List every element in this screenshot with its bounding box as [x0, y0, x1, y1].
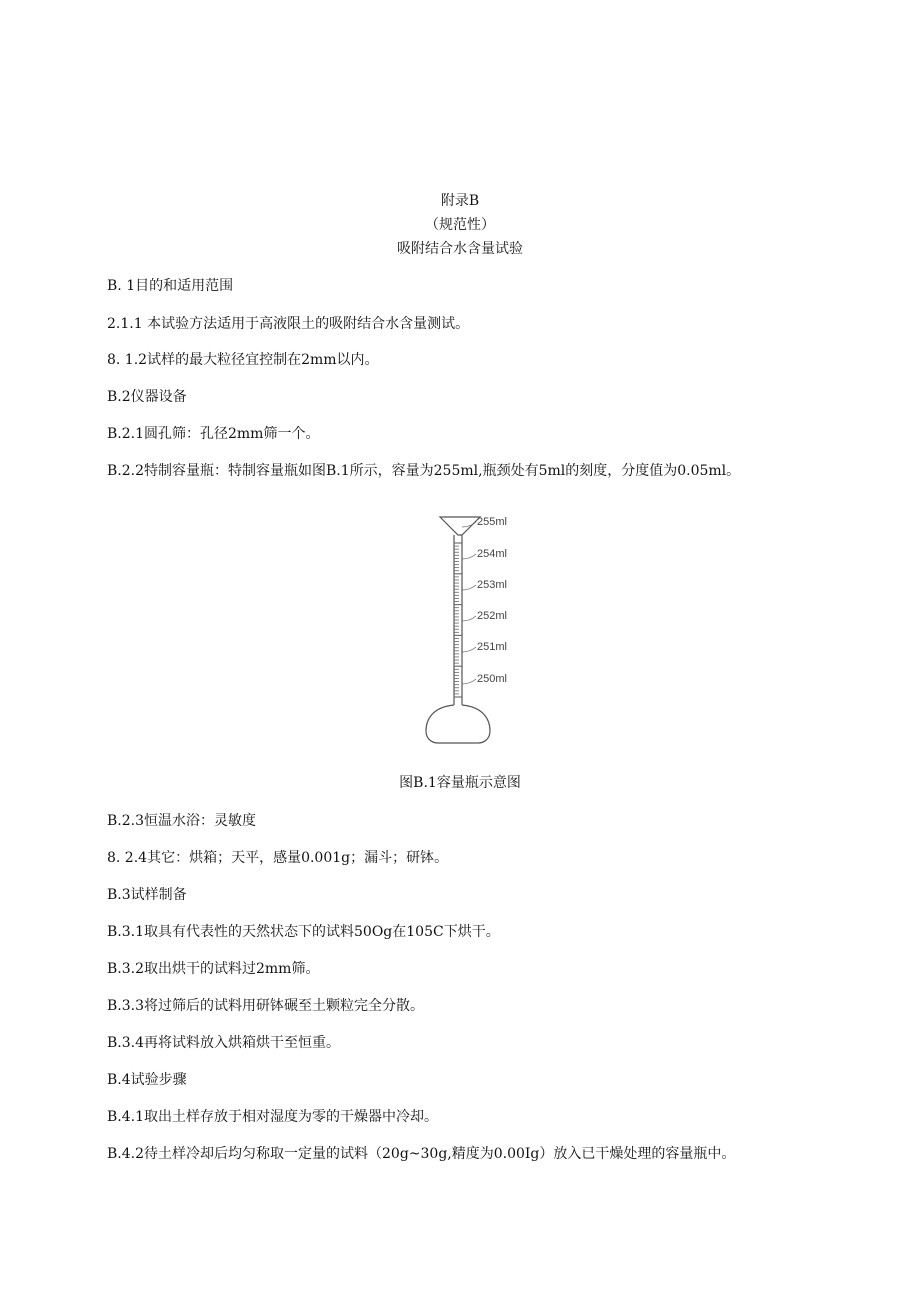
volumetric-flask-diagram	[418, 507, 528, 745]
volume-label: 251ml	[477, 641, 507, 653]
label-leader-line	[462, 679, 476, 684]
section-b1-item1: 2.1.1 本试验方法适用于高液限土的吸附结合水含量测试。	[107, 316, 470, 332]
section-b2-item2: B.2.2特制容量瓶：特制容量瓶如图B.1所示，容量为255ml,瓶颈处有5ml的刻度，分度值为0.05ml。	[107, 463, 741, 479]
section-b2-item1: B.2.1圆孔筛：孔径2mm筛一个。	[107, 426, 320, 442]
volume-label: 254ml	[477, 548, 507, 560]
section-b3-item1: B.3.1取具有代表性的天然状态下的试料50Og在105C下烘干。	[107, 924, 500, 940]
section-b3-heading: B.3试样制备	[107, 887, 187, 903]
volume-label: 252ml	[477, 610, 507, 622]
volumetric-flask-figure	[418, 507, 528, 745]
figure-caption: 图B.1容量瓶示意图	[399, 775, 521, 791]
flask-volume-labels	[462, 516, 507, 685]
flask-funnel	[440, 517, 480, 535]
volume-label: 255ml	[477, 516, 507, 528]
volume-label: 253ml	[477, 579, 507, 591]
volume-label: 250ml	[477, 673, 507, 685]
section-b4-item1: B.4.1取出土样存放于相对湿度为零的干燥器中冷却。	[107, 1109, 439, 1125]
appendix-title: 吸附结合水含量试验	[397, 241, 523, 257]
flask-graduations	[454, 543, 462, 697]
label-leader-line	[462, 647, 476, 652]
section-b3-item2: B.3.2取出烘干的试料过2mm筛。	[107, 961, 320, 977]
flask-bulb	[426, 705, 490, 743]
section-b4-item2: B.4.2待土样冷却后均匀称取一定量的试料（20g~30g,精度为0.00Ig）放入已干燥处理的容量瓶中。	[107, 1146, 736, 1162]
section-b2-item4: 8. 2.4其它：烘箱；天平，感量0.001g；漏斗；研钵。	[107, 850, 449, 866]
label-leader-line	[462, 554, 476, 559]
appendix-label: 附录B	[440, 193, 480, 209]
label-leader-line	[462, 616, 476, 621]
appendix-type: （规范性）	[425, 217, 495, 233]
section-b3-item4: B.3.4再将试料放入烘箱烘干至恒重。	[107, 1035, 341, 1051]
section-b2-item3: B.2.3恒温水浴：灵敏度	[107, 813, 257, 829]
label-leader-line	[462, 585, 476, 590]
section-b1-item2: 8. 1.2试样的最大粒径宜控制在2mm以内。	[107, 352, 379, 368]
section-b3-item3: B.3.3将过筛后的试料用研钵碾至土颗粒完全分散。	[107, 998, 425, 1014]
section-b4-heading: B.4试验步骤	[107, 1072, 187, 1088]
section-b2-heading: B.2仪器设备	[107, 389, 187, 405]
section-b1-heading: B. 1目的和适用范围	[107, 278, 234, 294]
